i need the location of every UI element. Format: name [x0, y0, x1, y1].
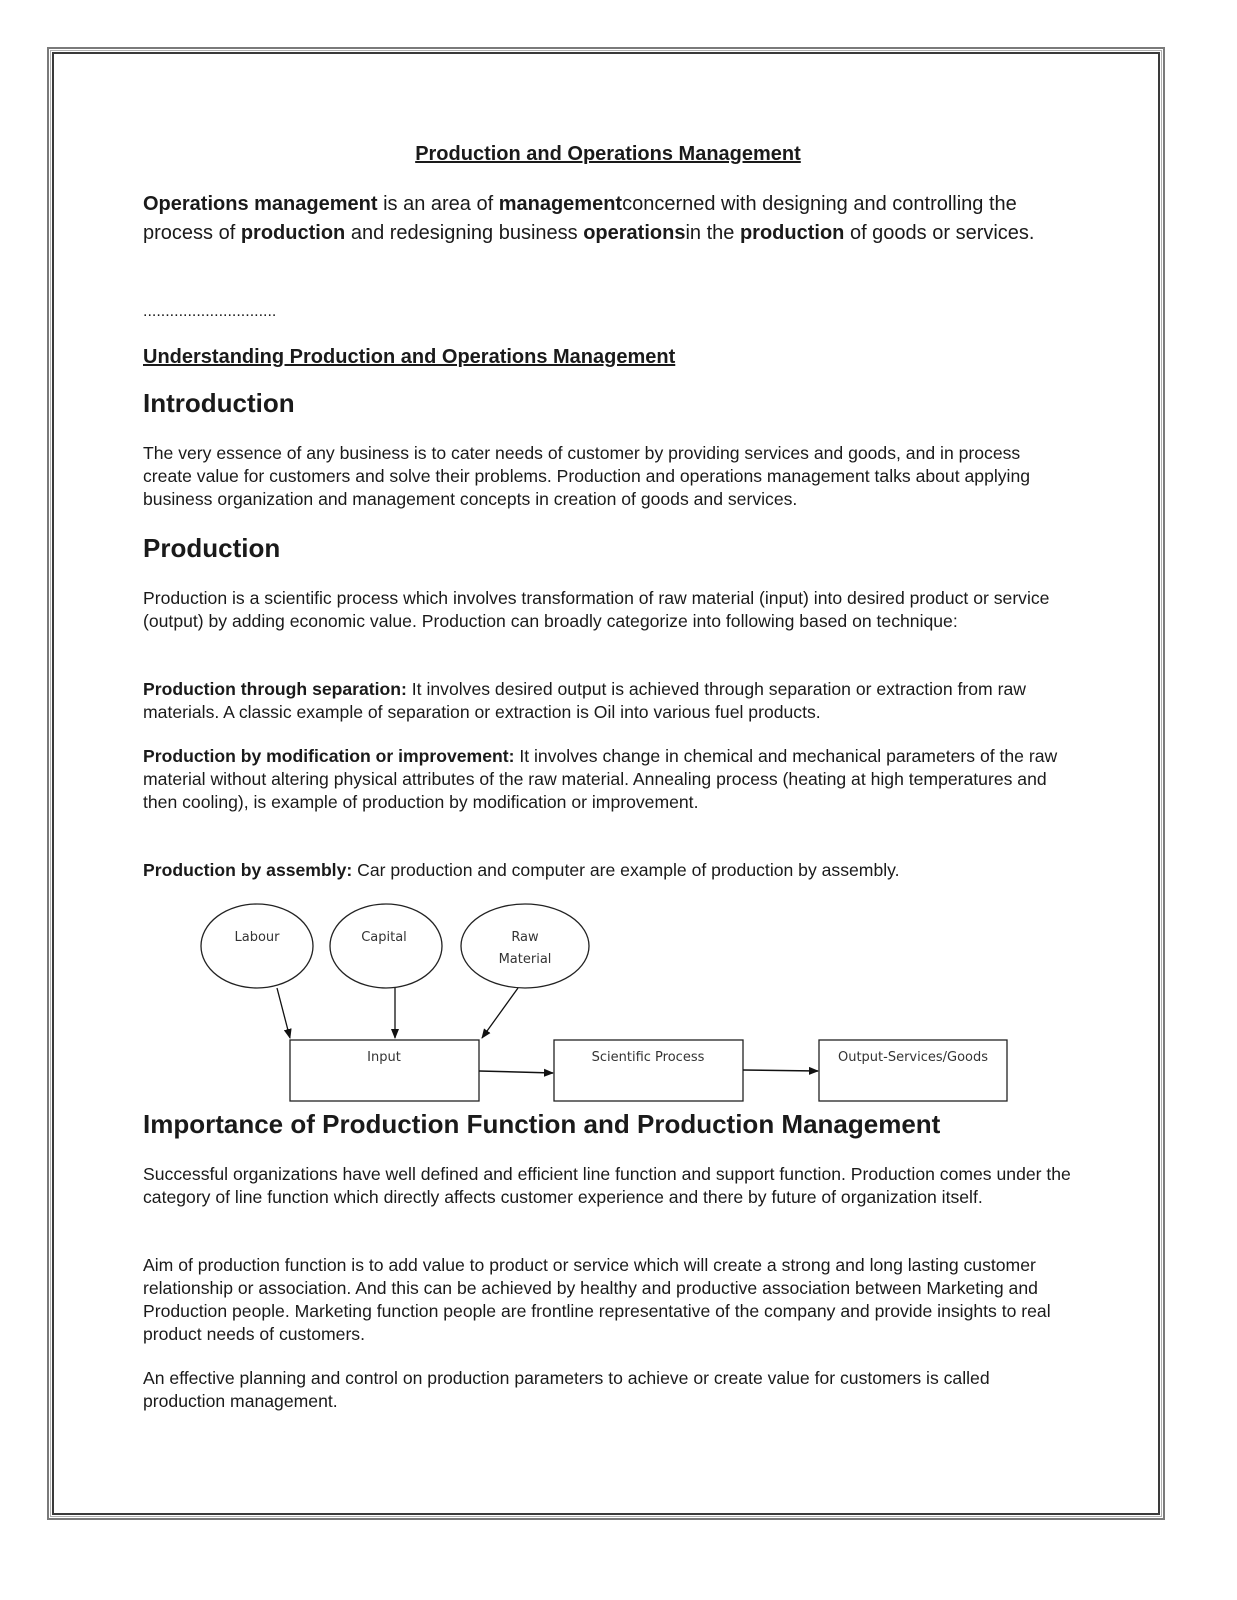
lead-bold-production: production: [240, 222, 346, 244]
diagram-label: Scientific Process: [591, 1050, 705, 1065]
importance-paragraph-2: Aim of production function is to add value to product or service which will create a strong and long lasting customer relationship or association. And this can be achieved by healthy and productive association between Marketing and Production people. Marketing function people are frontline representative of the company and provide insights to real product needs of customers.: [143, 1255, 1051, 1344]
lead-text: in the: [685, 222, 740, 244]
heading-importance: Importance of Production Function and Production Management: [143, 1109, 941, 1139]
production-type-label: Production by assembly:: [143, 860, 353, 880]
lead-text: of goods or services.: [844, 222, 1035, 244]
dotted-separator: ..............................: [143, 303, 277, 320]
production-paragraph: Production is a scientific process which involves transformation of raw material (input) into desired product or service (output) by adding economic value. Production can broadly categorize into following based on technique:: [143, 588, 1050, 631]
diagram-label: Capital: [361, 930, 407, 945]
diagram-label: Material: [498, 952, 552, 967]
production-type-label: Production through separation:: [143, 679, 407, 699]
diagram-node-capital: [330, 904, 442, 988]
diagram-label: Labour: [234, 930, 280, 945]
diagram-node-labour: [201, 904, 313, 988]
lead-text: and redesigning business: [345, 222, 584, 244]
diagram-label: Output-Services/Goods: [837, 1050, 989, 1065]
production-type-text: It involves change in chemical and mechanical parameters of the raw material without altering physical attributes of the raw material. Annealing process (heating at high temperatures and then cooling), is example of production by modification or improvement.: [143, 746, 1058, 812]
heading-introduction: Introduction: [143, 388, 295, 418]
lead-bold-management: management: [498, 193, 623, 215]
arrow-raw-material-to-input: [482, 988, 518, 1038]
diagram-box-output: [819, 1040, 1007, 1101]
production-type-text: Car production and computer are example of production by assembly.: [352, 860, 900, 880]
diagram-box-scientific-process: [554, 1040, 743, 1101]
production-type-label: Production by modification or improvement:: [143, 746, 515, 766]
lead-bold-operations: operations: [583, 222, 686, 244]
importance-paragraph-3: An effective planning and control on production parameters to achieve or create value for customers is called production management.: [143, 1368, 990, 1411]
production-type-text: It involves desired output is achieved through separation or extraction from raw materials. A classic example of separation or extraction is Oil into various fuel products.: [143, 679, 1026, 722]
diagram-label: Raw: [511, 930, 539, 945]
arrow-process-to-output: [743, 1070, 818, 1071]
arrow-labour-to-input: [277, 988, 290, 1038]
diagram-box-input: [290, 1040, 479, 1101]
document-title: Production and Operations Management: [415, 143, 801, 165]
lead-bold-operations-management: Operations management: [143, 193, 378, 215]
section-subheading: Understanding Production and Operations Management: [143, 346, 676, 368]
lead-text: concerned with designing and controlling the process of: [143, 193, 1017, 244]
introduction-paragraph: The very essence of any business is to cater needs of customer by providing services and goods, and in process create value for customers and solve their problems. Production and operations management talks about applying business organization and management concepts in creation of goods and services.: [143, 443, 1031, 509]
lead-bold-production: production: [739, 222, 845, 244]
importance-paragraph-1: Successful organizations have well defined and efficient line function and support function. Production comes under the category of line function which directly affects customer experience and there by future of organization itself.: [143, 1164, 1071, 1207]
lead-text: is an area of: [377, 193, 499, 215]
heading-production: Production: [143, 533, 281, 563]
arrow-input-to-process: [479, 1071, 553, 1073]
diagram-node-raw-material: [461, 904, 589, 988]
diagram-label: Input: [367, 1050, 401, 1065]
